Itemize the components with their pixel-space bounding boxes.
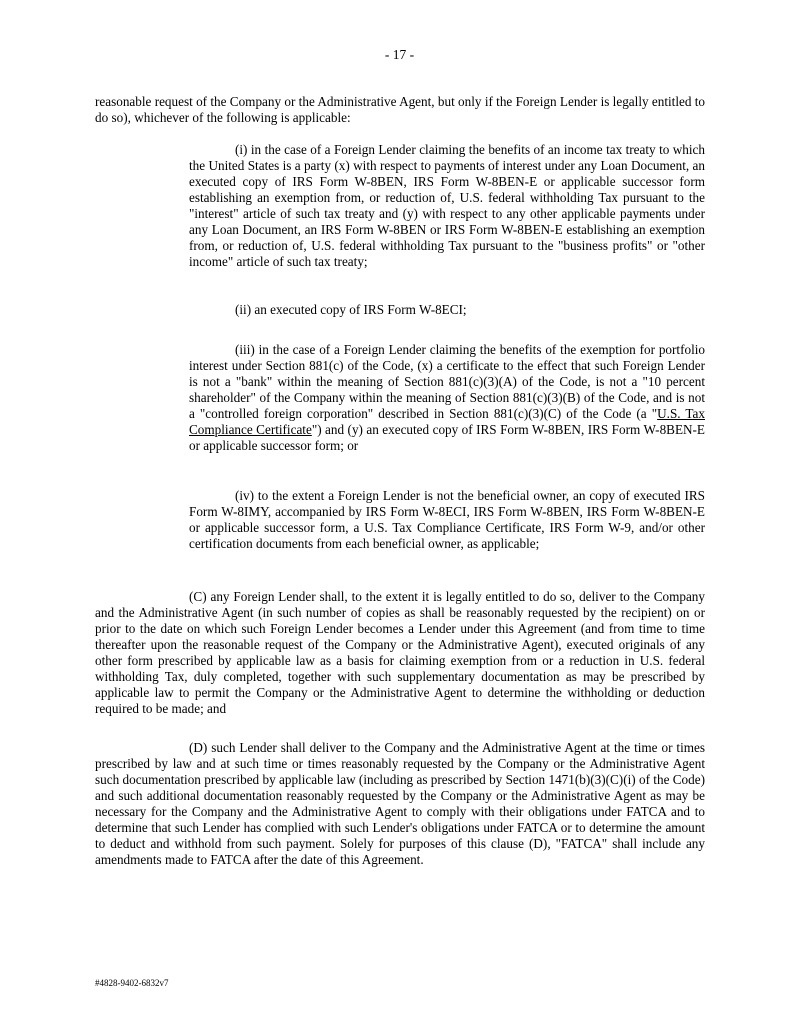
item-iv-paragraph: (iv) to the extent a Foreign Lender is not the beneficial owner, an copy of executed IRS Form W-8IMY, accompanied by IRS Form W-8ECI, IRS Form W-8BEN, IRS Form W-8BEN-E or applicable successor form, a U.S. Tax Compliance Certificate, IRS Form W-9, and/or other certification documents from each beneficial owner, as applicable; xyxy=(189,488,705,551)
item-iii-text-after: ") and (y) an executed copy of IRS Form W-8BEN, IRS Form W-8BEN-E or applicable successor form; or xyxy=(189,422,705,453)
tax-compliance-certificate-term: U.S. Tax Compliance Certificate xyxy=(189,406,705,437)
item-ii-paragraph: (ii) an executed copy of IRS Form W-8ECI; xyxy=(235,302,467,317)
item-iii-text-before: (iii) in the case of a Foreign Lender claiming the benefits of the exemption for portfolio interest under Section 881(c) of the Code, (x) a certificate to the effect that such Foreign Lender is not a "bank" within the meaning of Section 881(c)(3)(A) of the Code, is not a "10 percent shareholder" of the Company within the meaning of Section 881(c)(3)(B) of the Code, and is not a "controlled foreign corporation" described in Section 881(c)(3)(C) of the Code (a " xyxy=(189,342,705,421)
item-iii-paragraph xyxy=(189,342,705,454)
clause-c-paragraph: (C) any Foreign Lender shall, to the extent it is legally entitled to do so, deliver to the Company and the Administrative Agent (in such number of copies as shall be reasonably requested by the recipient) on or prior to the date on which such Foreign Lender becomes a Lender under this Agreement (and from time to time thereafter upon the reasonable request of the Company or the Administrative Agent), executed originals of any other form prescribed by applicable law as a basis for claiming exemption from or a reduction in U.S. federal withholding Tax, duly completed, together with such supplementary documentation as may be prescribed by applicable law to permit the Company or the Administrative Agent to determine the withholding or deduction required to be made; and xyxy=(95,589,705,716)
clause-d-paragraph: (D) such Lender shall deliver to the Company and the Administrative Agent at the time or times prescribed by law and at such time or times reasonably requested by the Company or the Administrative Agent such documentation prescribed by applicable law (including as prescribed by Section 1471(b)(3)(C)(i) of the Code) and such additional documentation reasonably requested by the Company or the Administrative Agent as may be necessary for the Company and the Administrative Agent to comply with their obligations under FATCA and to determine that such Lender has complied with such Lender's obligations under FATCA or to determine the amount to deduct and withhold from such payment. Solely for purposes of this clause (D), "FATCA" shall include any amendments made to FATCA after the date of this Agreement. xyxy=(95,740,705,867)
document-id-footer: #4828-9402-6832v7 xyxy=(95,978,169,988)
item-i-paragraph: (i) in the case of a Foreign Lender claiming the benefits of an income tax treaty to which the United States is a party (x) with respect to payments of interest under any Loan Document, an executed copy of IRS Form W-8BEN, IRS Form W-8BEN-E or applicable successor form establishing an exemption from, or reduction of, U.S. federal withholding Tax pursuant to the "interest" article of such tax treaty and (y) with respect to any other applicable payments under any Loan Document, an IRS Form W-8BEN or IRS Form W-8BEN-E establishing an exemption from, or reduction of, U.S. federal withholding Tax pursuant to the "business profits" or "other income" article of such tax treaty; xyxy=(189,142,705,269)
intro-paragraph: reasonable request of the Company or the Administrative Agent, but only if the Foreign Lender is legally entitled to do so), whichever of the following is applicable: xyxy=(95,94,705,125)
page-number: - 17 - xyxy=(384,47,415,62)
